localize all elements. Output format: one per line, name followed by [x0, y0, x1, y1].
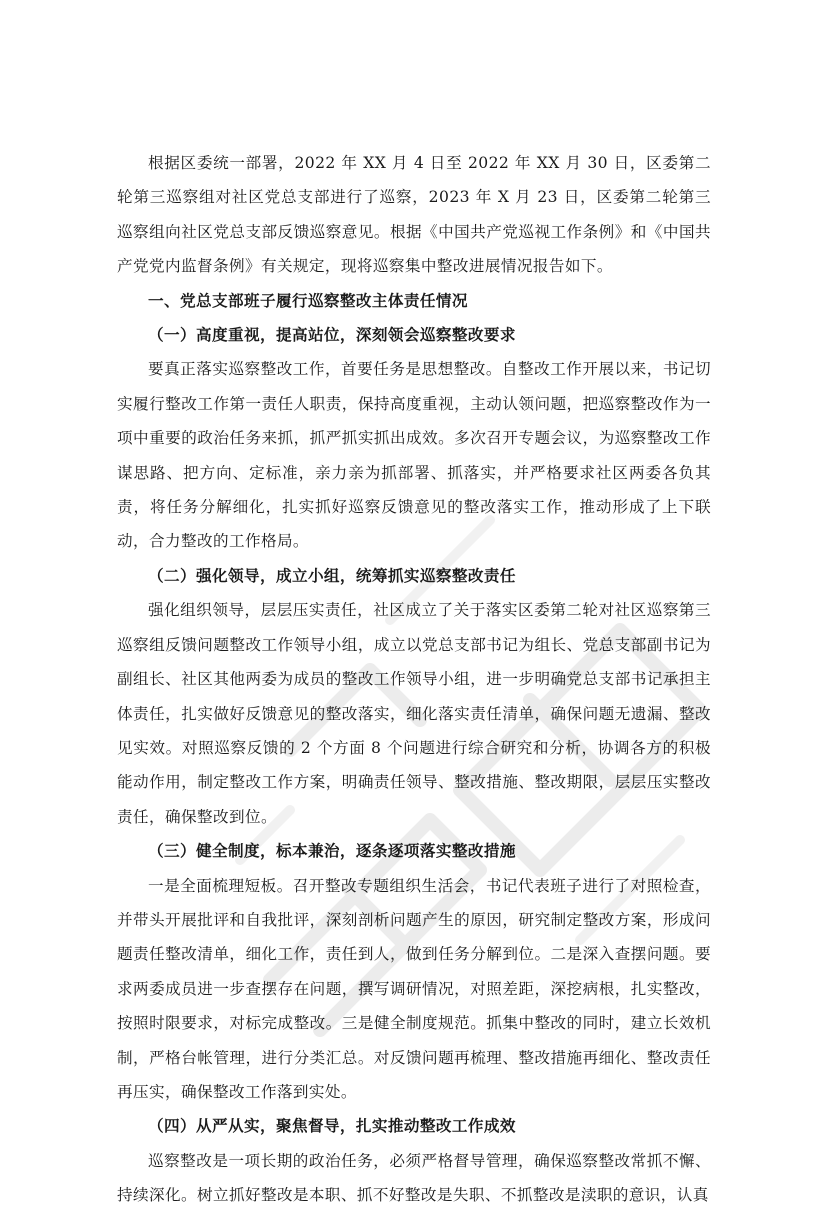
subsection-2-body: 强化组织领导，层层压实责任，社区成立了关于落实区委第二轮对社区巡察第三巡察组反馈问题整改工作领导小组，成立以党总支部书记为组长、党总支部副书记为副组长、社区其他两委为成员的整改工作领导小组，进一步明确党总支部书记承担主体责任，扎实做好反馈意见的整改落实，细化落实责任清单，确保问题无遗漏、整改见实效。对照巡察反馈的 2 个方面 8 个问题进行综合研究和分析，协调各方的积极能动作用，制定整改工作方案，明确责任领导、整改措施、整改期限，层层压实整改责任，确保整改到位。	[117, 601, 711, 826]
subsection-4-body: 巡察整改是一项长期的政治任务，必须严格督导管理，确保巡察整改常抓不懈、持续深化。树立抓好整改是本职、抓不好整改是失职、不抓整改是渎职的意识，认真	[117, 1151, 711, 1205]
subsection-2-title: （二）强化领导，成立小组，统筹抓实巡察整改责任	[148, 565, 516, 585]
document-body	[117, 146, 711, 1213]
subsection-3-body: 一是全面梳理短板。召开整改专题组织生活会，书记代表班子进行了对照检查，并带头开展批评和自我批评，深刻剖析问题产生的原因，研究制定整改方案，形成问题责任整改清单，细化工作，责任到人，做到任务分解到位。二是深入查摆问题。要求两委成员进一步查摆存在问题，撰写调研情况，对照差距，深挖病根，扎实整改，按照时限要求，对标完成整改。三是健全制度规范。抓集中整改的同时，建立长效机制，严格台帐管理，进行分类汇总。对反馈问题再梳理、整改措施再细化、整改责任再压实，确保整改工作落到实处。	[117, 876, 711, 1101]
section-1-title: 一、党总支部班子履行巡察整改主体责任情况	[148, 290, 468, 310]
subsection-1-title: （一）高度重视，提高站位，深刻领会巡察整改要求	[148, 325, 516, 345]
subsection-3-title: （三）健全制度，标本兼治，逐条逐项落实整改措施	[148, 841, 516, 861]
subsection-1-body: 要真正落实巡察整改工作，首要任务是思想整改。自整改工作开展以来，书记切实履行整改工作第一责任人职责，保持高度重视，主动认领问题，把巡察整改作为一项中重要的政治任务来抓，抓严抓实抓出成效。多次召开专题会议，为巡察整改工作谋思路、把方向、定标准，亲力亲为抓部署、抓落实，并严格要求社区两委各负其责，将任务分解细化，扎实抓好巡察反馈意见的整改落实工作，推动形成了上下联动，合力整改的工作格局。	[117, 360, 711, 551]
intro-paragraph: 根据区委统一部署，2022 年 XX 月 4 日至 2022 年 XX 月 30 日，区委第二轮第三巡察组对社区党总支部进行了巡察，2023 年 X 月 23 日，区委第二轮第三巡察组向社区党总支部反馈巡察意见。根据《中国共产党巡视工作条例》和《中国共产党党内监督条例》有关规定，现将巡察集中整改进展情况报告如下。	[117, 154, 711, 276]
subsection-4-title: （四）从严从实，聚焦督导，扎实推动整改工作成效	[148, 1116, 516, 1136]
